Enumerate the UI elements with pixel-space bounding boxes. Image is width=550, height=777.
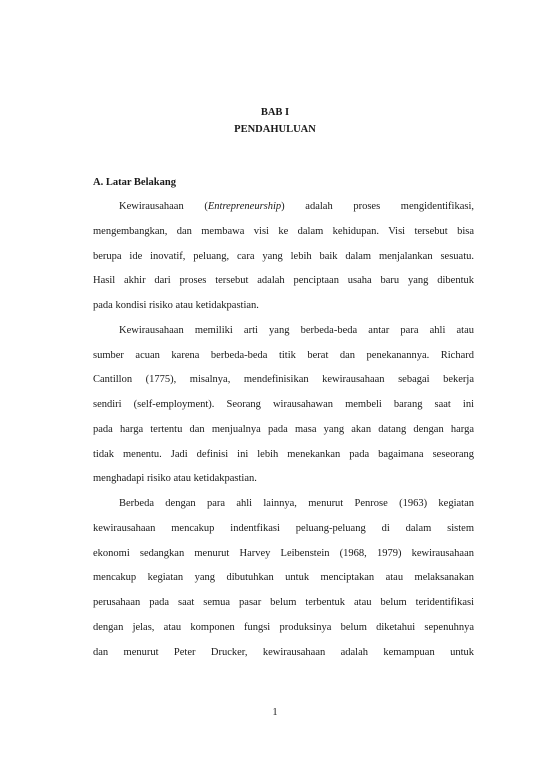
paragraph-3-line-4: mencakup kegiatan yang dibutuhkan untuk menciptakan atau melaksanakan — [93, 572, 474, 584]
body-text — [93, 197, 474, 667]
term-entrepreneurship: Entrepreneurship — [207, 201, 282, 212]
paragraph-3-line-3: ekonomi sedangkan menurut Harvey Leibenstein (1968, 1979) kewirausahaan — [93, 547, 474, 559]
paragraph-3-line-1: Berbeda dengan para ahli lainnya, menurut Penrose (1963) kegiatan — [119, 498, 474, 509]
paragraph-2-line-2: sumber acuan karena berbeda-beda titik berat dan penekanannya. Richard — [93, 349, 474, 361]
paragraph-1-line-2: mengembangkan, dan membawa visi ke dalam kehidupan. Visi tersebut bisa — [93, 225, 474, 237]
paragraph-2-line-3: Cantillon (1775), misalnya, mendefinisikan kewirausahaan sebagai bekerja — [93, 374, 474, 386]
paragraph-2-line-1: Kewirausahaan memiliki arti yang berbeda-beda antar para ahli atau — [119, 324, 474, 336]
paragraph-2-line-7: menghadapi risiko atau ketidakpastian. — [93, 473, 257, 485]
paragraph-2-line-5: pada harga tertentu dan menjualnya pada masa yang akan datang dengan harga — [93, 423, 474, 435]
paragraph-1-line-5: pada kondisi risiko atau ketidakpastian. — [93, 300, 259, 311]
page-number: 1 — [272, 707, 278, 718]
chapter-label: BAB I — [260, 107, 290, 118]
paragraph-1-line-4: Hasil akhir dari proses tersebut adalah penciptaan usaha baru yang dibentuk — [93, 275, 474, 287]
paragraph-2-line-6: tidak menentu. Jadi definisi ini lebih menekankan pada bagaimana seseorang — [93, 448, 474, 460]
paragraph-3-line-6: dengan jelas, atau komponen fungsi produksinya belum diketahui sepenuhnya — [93, 621, 474, 633]
section-heading: A. Latar Belakang — [93, 177, 176, 188]
chapter-title: PENDAHULUAN — [234, 124, 316, 135]
paragraph-3-line-5: perusahaan pada saat semua pasar belum terbentuk atau belum teridentifikasi — [93, 597, 474, 608]
paragraph-1-line-3: berupa ide inovatif, peluang, cara yang lebih baik dalam menjalankan sesuatu. — [93, 250, 474, 262]
paragraph-2-line-4: sendiri (self-employment). Seorang wirausahawan membeli barang saat ini — [93, 399, 474, 410]
paragraph-3-line-2: kewirausahaan mencakup indentfikasi peluang-peluang di dalam sistem — [93, 522, 474, 534]
paragraph-1-line-1: Kewirausahaan (Entrepreneurship) adalah proses mengidentifikasi, — [119, 201, 474, 212]
paragraph-3-line-7: dan menurut Peter Drucker, kewirausahaan adalah kemampuan untuk — [93, 646, 474, 658]
